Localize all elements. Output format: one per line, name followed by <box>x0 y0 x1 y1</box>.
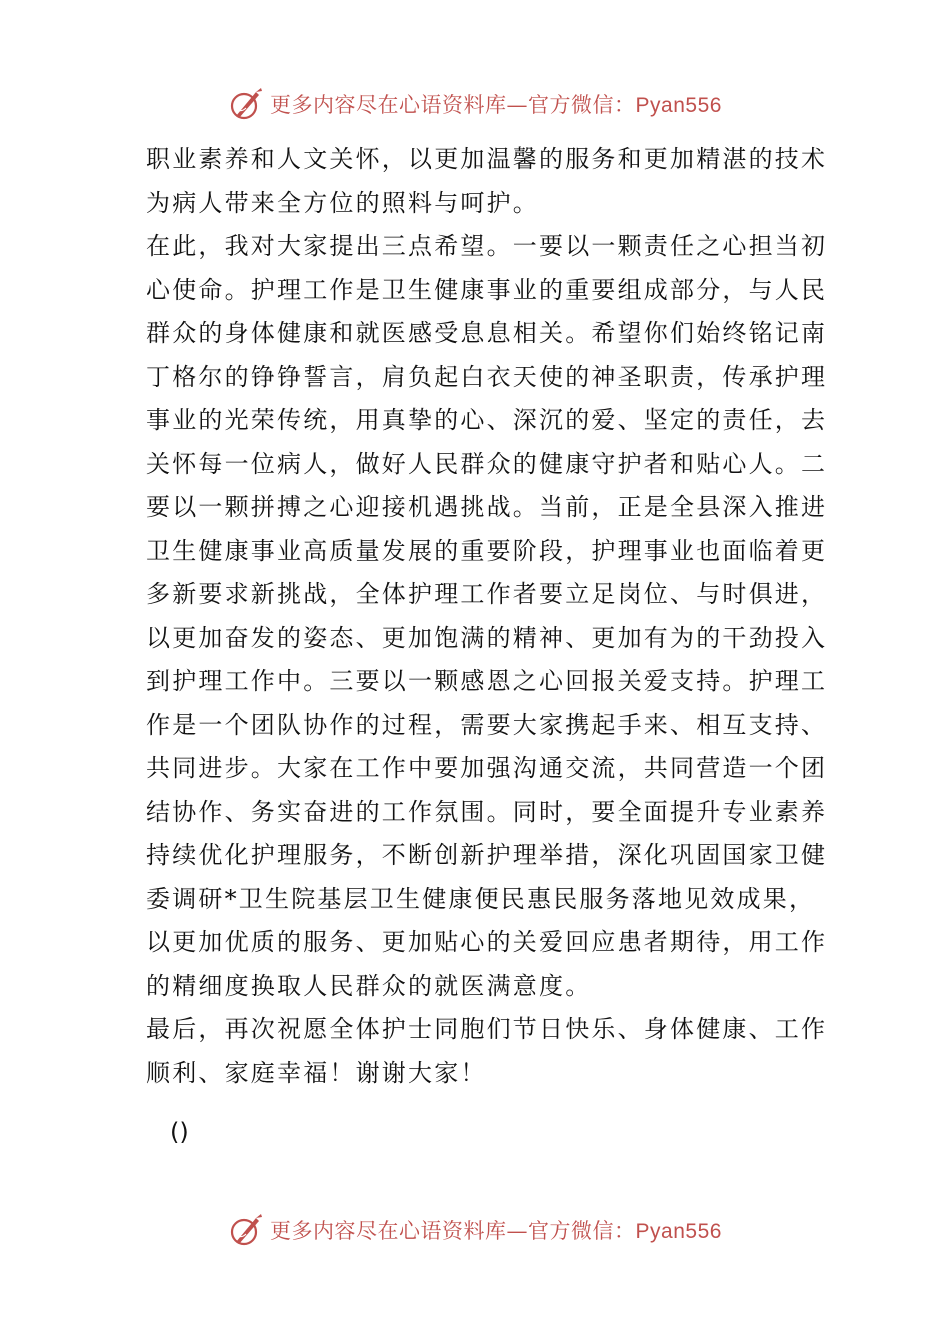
footer-banner <box>0 1210 950 1250</box>
body-line: 委调研*卫生院基层卫生健康便民惠民服务落地见效成果， <box>146 884 816 913</box>
body-line: 群众的身体健康和就医感受息息相关。希望你们始终铭记南 <box>146 319 828 347</box>
tail-parentheses: () <box>170 1118 189 1146</box>
body-line: 到护理工作中。三要以一颗感恩之心回报关爱支持。护理工 <box>146 667 828 695</box>
body-line: 丁格尔的铮铮誓言，肩负起白衣天使的神圣职责，传承护理 <box>146 362 828 391</box>
body-line: 多新要求新挑战，全体护理工作者要立足岗位、与时俱进， <box>146 580 828 608</box>
body-line: 事业的光荣传统，用真挚的心、深沉的爱、坚定的责任，去 <box>146 406 828 434</box>
body-line: 以更加奋发的姿态、更加饱满的精神、更加有为的干劲投入 <box>146 623 828 652</box>
body-line: 为病人带来全方位的照料与呵护。 <box>146 188 539 217</box>
header-banner-handle: Pyan556 <box>635 94 722 117</box>
footer-banner-main: 更多内容尽在心语资料库—官方微信： <box>270 1219 636 1243</box>
quill-pen-logo-icon <box>228 86 264 122</box>
body-line: 要以一颗拼搏之心迎接机遇挑战。当前，正是全县深入推进 <box>146 493 828 521</box>
body-line: 卫生健康事业高质量发展的重要阶段，护理事业也面临着更 <box>146 536 828 565</box>
header-banner-text <box>270 89 722 119</box>
body-line: 共同进步。大家在工作中要加强沟通交流，共同营造一个团 <box>146 754 828 782</box>
quill-pen-logo-icon <box>228 1212 264 1248</box>
body-line: 职业素养和人文关怀，以更加温馨的服务和更加精湛的技术 <box>146 145 828 173</box>
body-line: 结协作、务实奋进的工作氛围。同时，要全面提升专业素养 <box>146 797 828 826</box>
body-line: 作是一个团队协作的过程，需要大家携起手来、相互支持、 <box>146 710 828 739</box>
body-line: 以更加优质的服务、更加贴心的关爱回应患者期待，用工作 <box>146 928 828 956</box>
body-line: 关怀每一位病人，做好人民群众的健康守护者和贴心人。二 <box>146 449 828 478</box>
body-line: 顺利、家庭幸福！谢谢大家！ <box>146 1058 487 1087</box>
footer-banner-handle: Pyan556 <box>635 1220 722 1243</box>
body-line: 在此，我对大家提出三点希望。一要以一颗责任之心担当初 <box>146 232 828 260</box>
body-line: 持续优化护理服务，不断创新护理举措，深化巩固国家卫健 <box>146 841 828 869</box>
header-banner-main: 更多内容尽在心语资料库—官方微信： <box>270 93 636 117</box>
header-banner <box>0 84 950 124</box>
footer-banner-text <box>270 1215 722 1245</box>
document-body <box>146 138 828 1095</box>
body-line: 最后，再次祝愿全体护士同胞们节日快乐、身体健康、工作 <box>146 1015 828 1043</box>
body-line: 的精细度换取人民群众的就医满意度。 <box>146 971 592 1000</box>
body-line: 心使命。护理工作是卫生健康事业的重要组成部分，与人民 <box>146 275 828 304</box>
